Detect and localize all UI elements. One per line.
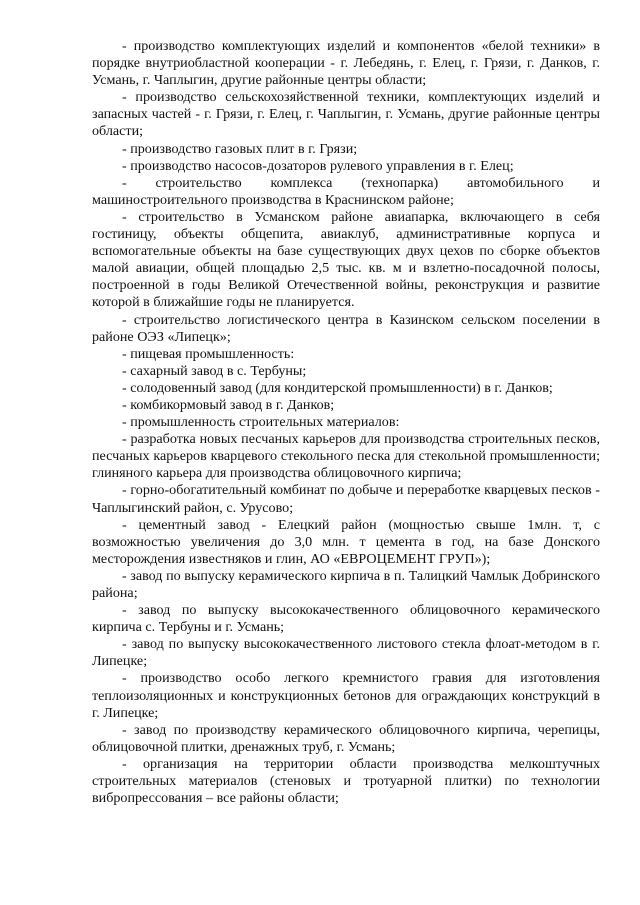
list-item: - солодовенный завод (для кондитерской промышленности) в г. Данков;: [122, 379, 553, 396]
section-heading: - пищевая промышленность:: [122, 345, 295, 362]
list-item: - завод по выпуску высококачественного облицовочного керамического кирпича с. Тербуны и г. Усмань;: [92, 602, 600, 636]
list-item: - производство комплектующих изделий и компонентов «белой техники» в порядке внутриобластной кооперации - г. Лебедянь, г. Елец, г. Грязи, г. Данков, г. Усмань, г. Чаплыгин, другие районные центры области;: [92, 38, 600, 89]
list-item: - завод по выпуску керамического кирпича в п. Талицкий Чамлык Добринского района;: [92, 567, 600, 601]
list-item: - завод по производству керамического облицовочного кирпича, черепицы, облицовочной плитки, дренажных труб, г. Усмань;: [92, 721, 600, 755]
list-item: - производство газовых плит в г. Грязи;: [122, 140, 358, 157]
list-item: - производство особо легкого кремнистого гравия для изготовления теплоизоляционных и конструкционных бетонов для ограждающих конструкций в г. Липецке;: [92, 670, 600, 721]
list-item: - разработка новых песчаных карьеров для производства строительных песков, песчаных карьеров кварцевого стекольного песка для стекольной промышленности; глиняного карьера для производства облицовочного кирпича;: [92, 431, 600, 482]
list-item: - цементный завод - Елецкий район (мощностью свыше 1млн. т, с возможностью увеличения до 3,0 млн. т цемента в год, на базе Донского месторождения известняков и глин, АО «ЕВРОЦЕМЕНТ ГРУП»);: [92, 516, 600, 567]
list-item: - комбикормовый завод в г. Данков;: [122, 396, 335, 413]
section-heading: - промышленность строительных материалов:: [122, 414, 400, 431]
list-item: - строительство в Усманском районе авиапарка, включающего в себя гостиницу, объекты общепита, авиаклуб, административные корпуса и вспомогательные объекты на базе существующих двух цехов по сборке объектов малой авиации, общей площадью 2,5 тыс. кв. м и взлетно-посадочной полосы, построенной в годы Великой Отечественной войны, реконструкция и развитие которой в ближайшие годы не планируется.: [92, 208, 600, 311]
list-item: - производство насосов-дозаторов рулевого управления в г. Елец;: [122, 157, 514, 174]
list-item: - строительство логистического центра в Казинском сельском поселении в районе ОЭЗ «Липецк»;: [92, 311, 600, 345]
document-page: [92, 38, 600, 807]
list-item: - завод по выпуску высококачественного листового стекла флоат-методом в г. Липецке;: [92, 636, 600, 670]
list-item: - строительство комплекса (технопарка) автомобильного и машиностроительного производства в Краснинском районе;: [92, 174, 600, 208]
list-item: - горно-обогатительный комбинат по добыче и переработке кварцевых песков - Чаплыгинский район, с. Урусово;: [92, 482, 600, 516]
list-item: - производство сельскохозяйственной техники, комплектующих изделий и запасных частей - г. Грязи, г. Елец, г. Чаплыгин, г. Усмань, другие районные центры области;: [92, 89, 600, 140]
list-item: - сахарный завод в с. Тербуны;: [122, 362, 307, 379]
list-item: - организация на территории области производства мелкоштучных строительных материалов (стеновых и тротуарной плитки) по технологии вибропрессования – все районы области;: [92, 755, 600, 807]
